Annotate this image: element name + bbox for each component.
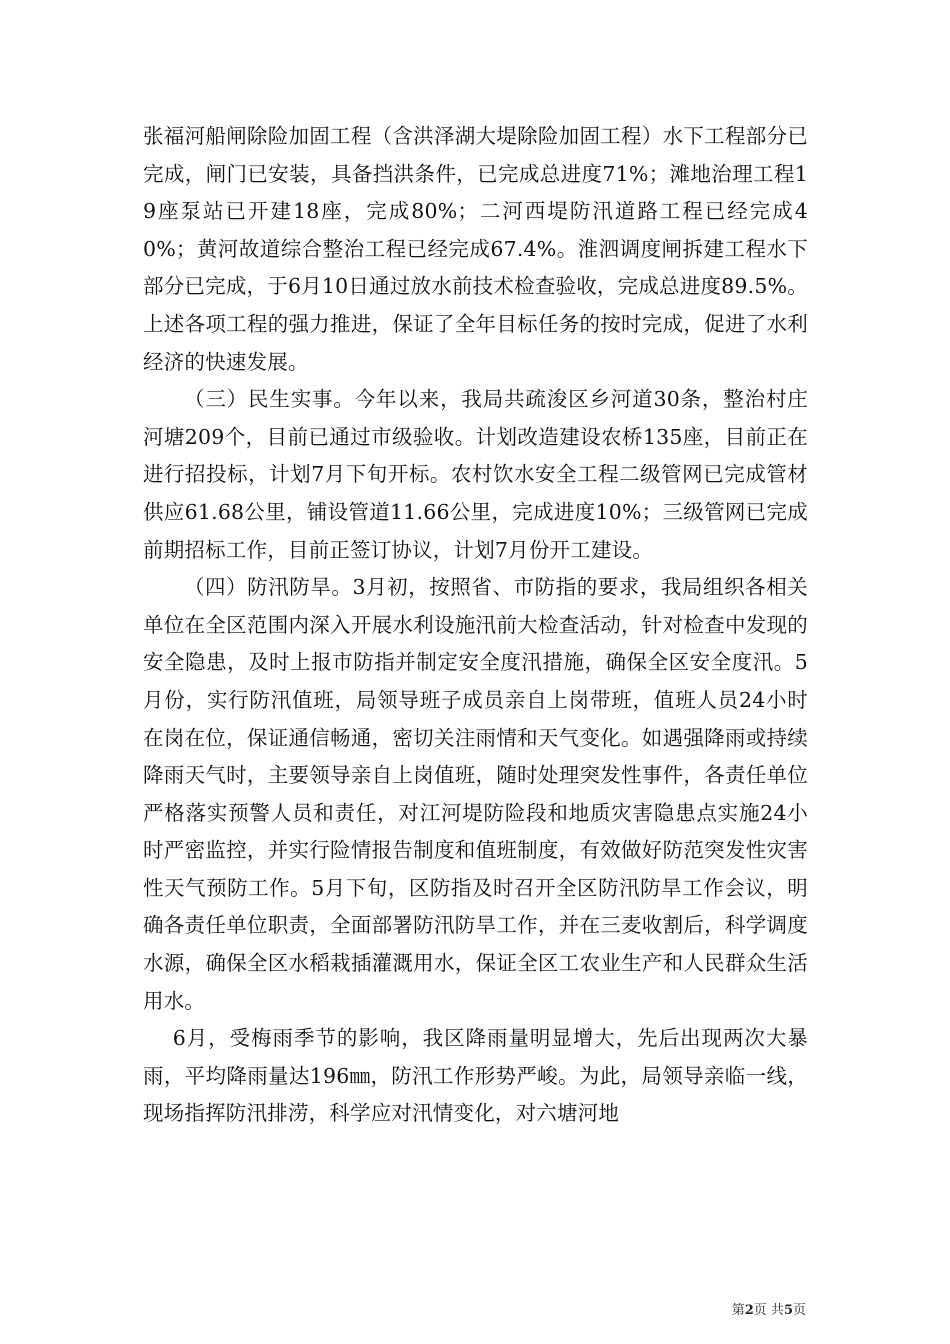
paragraph-flood-drought-control: （四）防汛防旱。3月初，按照省、市防指的要求，我局组织各相关单位在全区范围内深入开展水利设施汛前大检查活动，针对检查中发现的安全隐患，及时上报市防指并制定安全度汛措施，确保全区安全度汛。5月份，实行防汛值班，局领导班子成员亲自上岗带班，值班人员24小时在岗在位，保证通信畅通，密切关注雨情和天气变化。如遇强降雨或持续降雨天气时，主要领导亲自上岗值班，随时处理突发性事件，各责任单位严格落实预警人员和责任，对江河堤防险段和地质灾害隐患点实施24小时严密监控，并实行险情报告制度和值班制度，有效做好防范突发性灾害性天气预防工作。5月下旬，区防指及时召开全区防汛防旱工作会议，明确各责任单位职责，全面部署防汛防旱工作，并在三麦收割后，科学调度水源，确保全区水稻栽插灌溉用水，保证全区工农业生产和人民群众生活用水。 — [143, 575, 808, 1013]
footer-total-pages: 5 — [783, 1303, 793, 1318]
footer-current-page: 2 — [744, 1303, 754, 1318]
paragraph-livelihood-projects: （三）民生实事。今年以来，我局共疏浚区乡河道30条，整治村庄河塘209个，目前已通过市级验收。计划改造建设农桥135座，目前正在进行招投标，计划7月下旬开标。农村饮水安全工程二级管网已完成管材供应61.68公里，铺设管道11.66公里，完成进度10%；三级管网已完成前期招标工作，目前正签订协议，计划7月份开工建设。 — [143, 387, 808, 562]
footer-prefix: 第 — [731, 1303, 745, 1318]
paragraph-engineering-progress: 张福河船闸除险加固工程（含洪泽湖大堤除险加固工程）水下工程部分已完成，闸门已安装，具备挡洪条件，已完成总进度71%；滩地治理工程19座泵站已开建18座，完成80%；二河西堤防汛道路工程已经完成40%；黄河故道综合整治工程已经完成67.4%。淮泗调度闸拆建工程水下部分已完成，于6月10日通过放水前技术检查验收，完成总进度89.5%。上述各项工程的强力推进，保证了全年目标任务的按时完成，促进了水利经济的快速发展。 — [143, 124, 808, 374]
page-number-footer — [600, 1303, 806, 1319]
footer-middle: 页 共 — [753, 1303, 784, 1318]
paragraph-june-rainfall: 6月，受梅雨季节的影响，我区降雨量明显增大，先后出现两次大暴雨，平均降雨量达196㎜，防汛工作形势严峻。为此，局领导亲临一线，现场指挥防汛排涝，科学应对汛情变化，对六塘河地 — [143, 1026, 808, 1126]
document-body — [143, 118, 808, 1133]
footer-suffix: 页 — [792, 1303, 806, 1318]
